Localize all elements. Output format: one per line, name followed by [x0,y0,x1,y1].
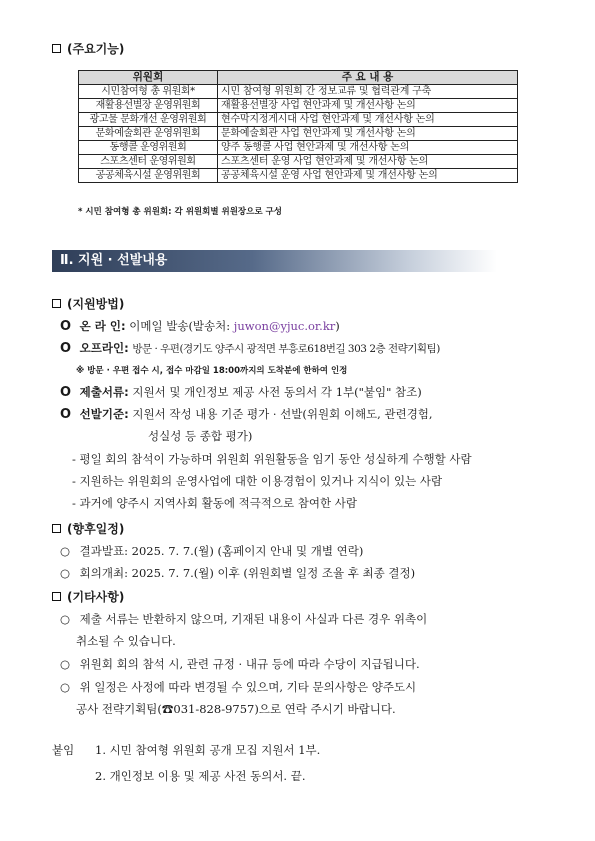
table-header-row [79,71,518,85]
table-row [79,99,518,113]
committee-name: 스포츠센터 운영위원회 [79,155,218,169]
table-row [79,169,518,183]
committee-content: 스포츠센터 운영 사업 현안과제 및 개선사항 논의 [218,155,518,169]
circle-bullet-icon: ○ [60,544,71,558]
circle-bullet-icon: O [60,341,72,356]
other-item: ○ 위원회 회의 참석 시, 관련 규정 · 내규 등에 따라 수당이 지급됩니다. [60,657,420,671]
committee-content: 문화예술회관 사업 현안과제 및 개선사항 논의 [218,127,518,141]
other-heading: (기타사항) [52,588,124,605]
offline-label: 오프라인: [79,341,129,355]
committee-content: 재활용선별장 사업 현안과제 및 개선사항 논의 [218,99,518,113]
committee-content: 시민 참여형 위원회 간 정보교류 및 협력관계 구축 [218,85,518,99]
table-row [79,141,518,155]
functions-heading: (주요기능) [52,40,124,57]
circle-bullet-icon: ○ [60,566,71,580]
offline-text: 방문 · 우편(경기도 양주시 광적면 부흥로618번길 303 2층 전략기획팀) [132,343,440,355]
online-label: 온 라 인: [79,319,126,333]
table-header-content: 주 요 내 용 [218,71,518,85]
square-bullet-icon [52,524,61,533]
committee-content: 양주 동행콜 사업 현안과제 및 개선사항 논의 [218,141,518,155]
circle-bullet-icon: ○ [60,657,71,671]
committee-name: 시민참여형 총 위원회* [79,85,218,99]
criteria-text-continued: 성실성 등 종합 평가) [148,429,253,443]
circle-bullet-icon: O [60,319,72,334]
criteria-text: 지원서 작성 내용 기준 평가 · 선발(위원회 이해도, 관련경험, [132,407,433,421]
other-item-continued: 공사 전략기획팀(☎031-828-9757)으로 연락 주시기 바랍니다. [76,702,396,716]
table-header-committee: 위원회 [79,71,218,85]
criteria-bullet: - 지원하는 위원회의 운영사업에 대한 이용경험이 있거나 지식이 있는 사람 [72,474,443,488]
documents-text: 지원서 및 개인정보 제공 사전 동의서 각 1부("붙임" 참조) [132,385,422,399]
application-heading: (지원방법) [52,295,124,312]
criteria-bullet: - 과거에 양주시 지역사회 활동에 적극적으로 참여한 사람 [72,496,357,510]
table-row [79,127,518,141]
online-close: ) [335,319,340,333]
circle-bullet-icon: O [60,407,72,422]
table-footnote: * 시민 참여형 총 위원회: 각 위원회별 위원장으로 구성 [78,207,282,217]
schedule-item: ○ 결과발표: 2025. 7. 7.(월) (홈페이지 안내 및 개별 연락) [60,544,364,558]
attachment-item: 1. 시민 참여형 위원회 공개 모집 지원서 1부. [95,743,321,757]
other-item: ○ 위 일정은 사정에 따라 변경될 수 있으며, 기타 문의사항은 양주도시 [60,680,417,694]
other-item-continued: 취소될 수 있습니다. [76,634,176,648]
committee-table [78,70,518,183]
attachments-label: 붙임 [52,743,75,757]
offline-line [60,340,440,357]
circle-bullet-icon: ○ [60,680,71,694]
committee-content: 현수막지정게시대 사업 현안과제 및 개선사항 논의 [218,113,518,127]
documents-label: 제출서류: [79,385,129,399]
table-row [79,85,518,99]
square-bullet-icon [52,44,61,53]
circle-bullet-icon: ○ [60,612,71,626]
online-text: 이메일 발송(발송처: [129,319,234,333]
square-bullet-icon [52,592,61,601]
attachment-item: 2. 개인정보 이용 및 제공 사전 동의서. 끝. [95,769,306,783]
online-line [60,318,340,335]
committee-name: 문화예술회관 운영위원회 [79,127,218,141]
table-row [79,113,518,127]
table-row [79,155,518,169]
offline-note: ※ 방문 · 우편 접수 시, 접수 마감일 18:00까지의 도착분에 한하여 인정 [76,366,348,376]
schedule-heading: (향후일정) [52,520,124,537]
committee-name: 재활용선별장 운영위원회 [79,99,218,113]
criteria-line [60,406,433,423]
schedule-item: ○ 회의개최: 2025. 7. 7.(월) 이후 (위원회별 일정 조율 후 최종 결정) [60,566,416,580]
committee-name: 공공체육시설 운영위원회 [79,169,218,183]
documents-line [60,384,422,401]
other-item: ○ 제출 서류는 반환하지 않으며, 기재된 내용이 사실과 다른 경우 위촉이 [60,612,428,626]
email-address: juwon@yjuc.or.kr [233,319,336,333]
criteria-label: 선발기준: [79,407,129,421]
committee-name: 동행콜 운영위원회 [79,141,218,155]
committee-name: 광고물 문화개선 운영위원회 [79,113,218,127]
square-bullet-icon [52,299,61,308]
committee-content: 공공체육시설 운영 사업 현안과제 및 개선사항 논의 [218,169,518,183]
section-title-bar: Ⅱ. 지원 · 선발내용 [52,250,497,272]
circle-bullet-icon: O [60,385,72,400]
criteria-bullet: - 평일 회의 참석이 가능하며 위원회 위원활동을 임기 동안 성실하게 수행할 사람 [72,452,472,466]
